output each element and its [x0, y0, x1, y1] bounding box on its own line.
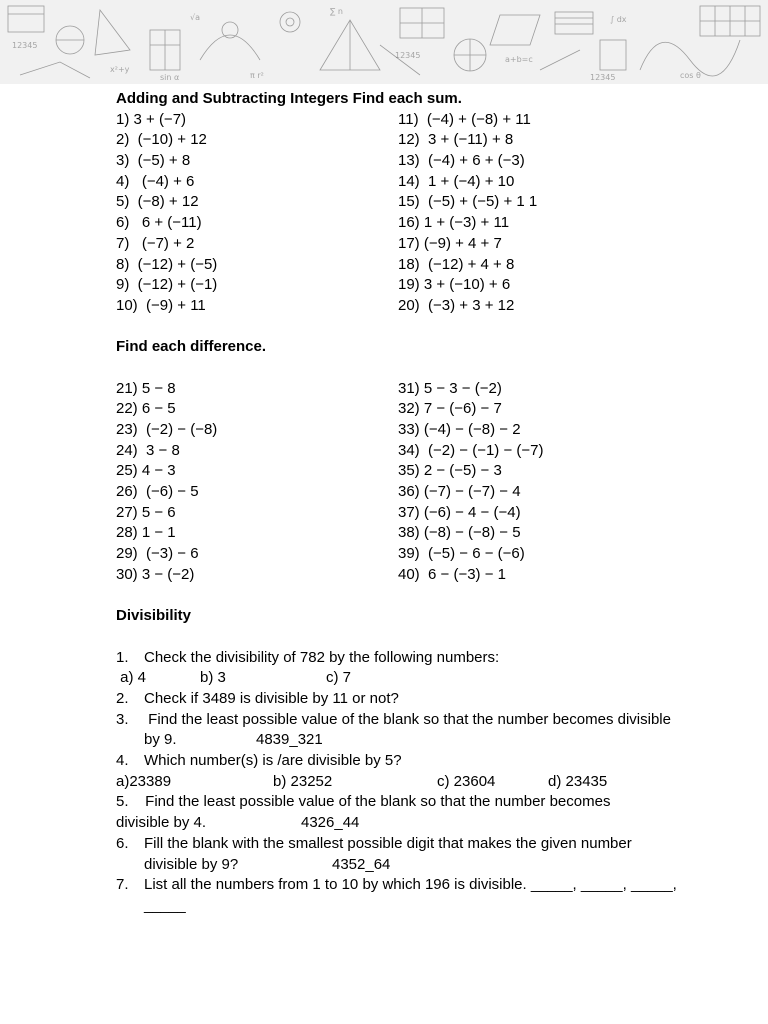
exercise-item: 17) (−9) + 4 + 7	[398, 234, 502, 252]
exercise-row	[116, 130, 746, 151]
sums-heading: Adding and Subtracting Integers Find each sum.	[116, 90, 462, 107]
svg-text:x²+y: x²+y	[110, 65, 130, 74]
exercise-item: 8) (−12) + (−5)	[116, 255, 218, 273]
question-number: 4.	[116, 752, 129, 770]
svg-text:∫ dx: ∫ dx	[610, 15, 627, 24]
exercise-item: 35) 2 − (−5) − 3	[398, 462, 502, 480]
exercise-item: 26) (−6) − 5	[116, 483, 199, 501]
question-value: 4839_321	[256, 731, 323, 749]
question-number: 1.	[116, 648, 129, 666]
divisibility-heading: Divisibility	[116, 607, 192, 625]
svg-text:12345: 12345	[590, 73, 616, 82]
question-text: Find the least possible value of the blank so that the number becomes divisible	[144, 710, 671, 728]
exercise-row	[116, 482, 746, 503]
svg-text:sin α: sin α	[160, 73, 180, 82]
question-text: divisible by 4.	[116, 814, 207, 832]
question-7-continued: _____	[144, 896, 186, 914]
exercise-item: 38) (−8) − (−8) − 5	[398, 524, 521, 542]
question-text: by 9.	[144, 731, 177, 749]
math-doodle-pattern	[0, 0, 768, 84]
exercise-row	[116, 172, 746, 193]
exercise-item: 23) (−2) − (−8)	[116, 421, 218, 439]
exercise-item: 12) 3 + (−11) + 8	[398, 131, 514, 149]
question-1	[116, 648, 746, 669]
exercise-item: 4) (−4) + 6	[116, 172, 195, 190]
question-text: Check if 3489 is divisible by 11 or not?	[144, 690, 399, 707]
exercise-item: 5) (−8) + 12	[116, 193, 199, 211]
exercise-item: 19) 3 + (−10) + 6	[398, 276, 511, 294]
svg-text:12345: 12345	[12, 41, 38, 50]
option-a: a)23389	[116, 772, 172, 790]
exercise-item: 34) (−2) − (−1) − (−7)	[398, 441, 544, 459]
exercise-item: 15) (−5) + (−5) + 1 1	[398, 193, 538, 211]
question-4-options	[116, 772, 746, 793]
exercise-item: 16) 1 + (−3) + 11	[398, 214, 510, 232]
exercise-row	[116, 523, 746, 544]
question-text: List all the numbers from 1 to 10 by which 196 is divisible. _____, _____, _____,	[144, 876, 677, 894]
exercise-row	[116, 275, 746, 296]
question-text: Fill the blank with the smallest possible digit that makes the given number	[144, 834, 632, 852]
option-c: c) 23604	[437, 772, 496, 790]
exercise-row	[116, 565, 746, 586]
exercise-item: 20) (−3) + 3 + 12	[398, 296, 515, 314]
exercise-row	[116, 379, 746, 400]
exercise-item: 33) (−4) − (−8) − 2	[398, 421, 521, 439]
question-text: Which number(s) is /are divisible by 5?	[144, 752, 402, 770]
question-number: 3.	[116, 710, 129, 728]
exercise-item: 36) (−7) − (−7) − 4	[398, 483, 521, 501]
exercise-item: 22) 6 − 5	[116, 400, 176, 418]
svg-text:√a: √a	[190, 13, 200, 22]
exercise-row	[116, 213, 746, 234]
exercise-row	[116, 110, 746, 131]
question-value: 4352_64	[332, 855, 391, 873]
exercise-row	[116, 255, 746, 276]
exercise-item: 18) (−12) + 4 + 8	[398, 255, 515, 273]
exercise-row	[116, 441, 746, 462]
exercise-item: 40) 6 − (−3) − 1	[398, 565, 506, 583]
exercise-item: 21) 5 − 8	[116, 379, 176, 397]
question-value: 4326_44	[301, 814, 360, 832]
exercise-item: 32) 7 − (−6) − 7	[398, 400, 502, 418]
question-text: Check the divisibility of 782 by the following numbers:	[144, 648, 500, 666]
exercise-row	[116, 461, 746, 482]
exercise-row	[116, 151, 746, 172]
exercise-item: 3) (−5) + 8	[116, 152, 191, 170]
math-doodle-banner	[0, 0, 768, 84]
svg-text:π r²: π r²	[250, 71, 264, 80]
exercise-item: 30) 3 − (−2)	[116, 565, 195, 583]
question-6-continued	[116, 855, 746, 876]
worksheet	[116, 89, 746, 917]
question-number: 2.	[116, 690, 129, 707]
exercise-item: 9) (−12) + (−1)	[116, 276, 218, 294]
exercise-row	[116, 420, 746, 441]
question-number: 6.	[116, 834, 129, 852]
exercise-item: 11) (−4) + (−8) + 11	[398, 110, 531, 128]
svg-text:a+b=c: a+b=c	[505, 55, 533, 64]
exercise-item: 6) 6 + (−11)	[116, 214, 202, 232]
exercise-row	[116, 192, 746, 213]
exercise-item: 1) 3 + (−7)	[116, 110, 187, 128]
question-number: 7.	[116, 876, 129, 894]
option-b: b) 23252	[273, 772, 333, 790]
exercise-row	[116, 544, 746, 565]
svg-text:∑ n: ∑ n	[330, 7, 344, 16]
exercise-row	[116, 234, 746, 255]
question-5-continued	[116, 813, 746, 834]
exercise-item: 7) (−7) + 2	[116, 234, 195, 252]
option-d: d) 23435	[548, 772, 608, 790]
svg-text:12345: 12345	[395, 51, 421, 60]
option-b: b) 3	[200, 669, 226, 687]
exercise-item: 2) (−10) + 12	[116, 131, 207, 149]
exercise-item: 10) (−9) + 11	[116, 296, 206, 314]
question-2	[116, 689, 746, 710]
exercise-row	[116, 296, 746, 317]
option-c: c) 7	[326, 669, 352, 687]
exercise-item: 29) (−3) − 6	[116, 545, 199, 563]
exercise-item: 14) 1 + (−4) + 10	[398, 172, 515, 190]
question-6	[116, 834, 746, 855]
exercise-item: 25) 4 − 3	[116, 462, 176, 480]
question-1-options	[116, 668, 746, 689]
exercise-item: 31) 5 − 3 − (−2)	[398, 379, 502, 397]
exercise-item: 13) (−4) + 6 + (−3)	[398, 152, 525, 170]
svg-text:cos θ: cos θ	[680, 71, 701, 80]
question-5: 5. Find the least possible value of the blank so that the number becomes	[116, 793, 611, 811]
exercise-item: 24) 3 − 8	[116, 441, 180, 459]
question-3-continued	[116, 730, 746, 751]
question-text: divisible by 9?	[144, 855, 239, 873]
exercise-item: 28) 1 − 1	[116, 524, 176, 542]
question-7	[116, 875, 746, 896]
exercise-item: 37) (−6) − 4 − (−4)	[398, 503, 521, 521]
option-a: a) 4	[116, 669, 147, 687]
exercise-item: 27) 5 − 6	[116, 503, 176, 521]
exercise-row	[116, 399, 746, 420]
differences-heading: Find each difference.	[116, 338, 267, 356]
question-4	[116, 751, 746, 772]
exercise-item: 39) (−5) − 6 − (−6)	[398, 545, 525, 563]
question-3	[116, 710, 746, 731]
exercise-row	[116, 503, 746, 524]
